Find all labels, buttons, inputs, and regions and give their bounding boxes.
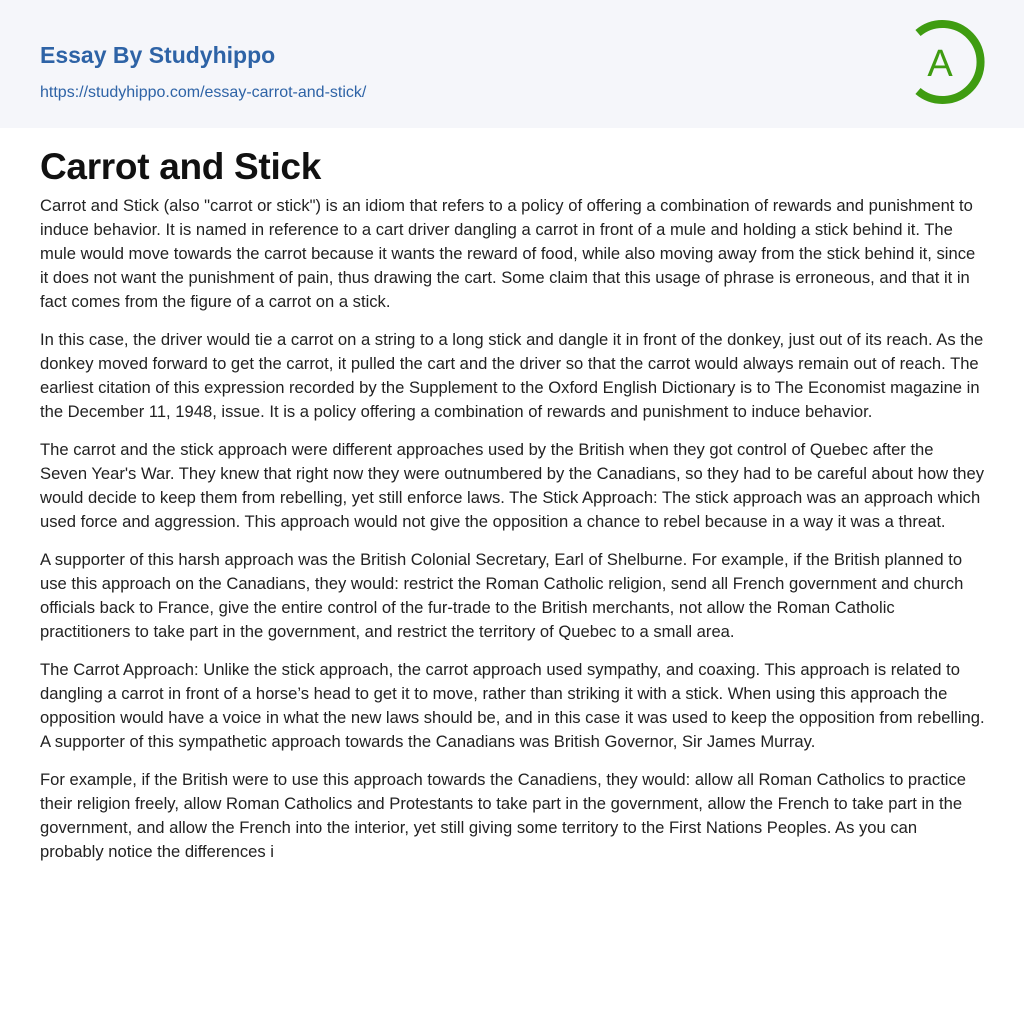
paragraph: For example, if the British were to use this approach towards the Canadiens, they would: allow all Roman Catholics to practice their religion freely, allow Roman Catholics and Protestants to take part in the government, allow the French to take part in the government, and allow the French into the interior, yet still giving some territory to the First Nations Peoples. As you can probably notice the differences i [40,770,967,861]
svg-text:A: A [927,43,953,85]
essay-url-link[interactable]: https://studyhippo.com/essay-carrot-and-stick/ [40,84,367,101]
logo-icon [912,19,986,105]
paragraph: The Carrot Approach: Unlike the stick approach, the carrot approach used sympathy, and coaxing. This approach is related to dangling a carrot in front of a horse’s head to get it to move, rather than striking it with a stick. When using this approach the opposition would have a voice in what the new laws should be, and in this case it was used to keep the opposition from rebelling. A supporter of this sympathetic approach towards the Canadians was British Governor, Sir James Murray. [40,660,985,751]
paragraph: Carrot and Stick (also "carrot or stick") is an idiom that refers to a policy of offering a combination of rewards and punishment to induce behavior. It is named in reference to a cart driver dangling a carrot in front of a mule and holding a stick behind it. The mule would move towards the carrot because it wants the reward of food, while also moving away from the stick behind it, since it does not want the punishment of pain, thus drawing the cart. Some claim that this usage of phrase is erroneous, and that it in fact comes from the figure of a carrot on a stick. [40,196,976,311]
paragraph: The carrot and the stick approach were different approaches used by the British when they got control of Quebec after the Seven Year's War. They knew that right now they were outnumbered by the Canadians, so they had to be careful about how they would decide to keep them from rebelling, yet still enforce laws. The Stick Approach: The stick approach was an approach which used force and aggression. This approach would not give the opposition a chance to rebel because in a way it was a threat. [40,440,985,531]
article-body [40,194,985,878]
page-title: Carrot and Stick [40,146,321,187]
paragraph: In this case, the driver would tie a carrot on a string to a long stick and dangle it in front of the donkey, just out of its reach. As the donkey moved forward to get the carrot, it pulled the cart and the driver so that the carrot would always remain out of reach. The earliest citation of this expression recorded by the Supplement to the Oxford English Dictionary is to The Economist magazine in the December 11, 1948, issue. It is a policy offering a combination of rewards and punishment to induce behavior. [40,330,984,421]
brand-title: Essay By Studyhippo [40,42,276,68]
paragraph: A supporter of this harsh approach was the British Colonial Secretary, Earl of Shelburne. For example, if the British planned to use this approach on the Canadians, they would: restrict the Roman Catholic religion, send all French government and church officials back to France, give the entire control of the fur-trade to the British merchants, not allow the Roman Catholic practitioners to take part in the government, and restrict the territory of Quebec to a small area. [40,550,964,641]
studyhippo-logo[interactable] [912,19,986,105]
